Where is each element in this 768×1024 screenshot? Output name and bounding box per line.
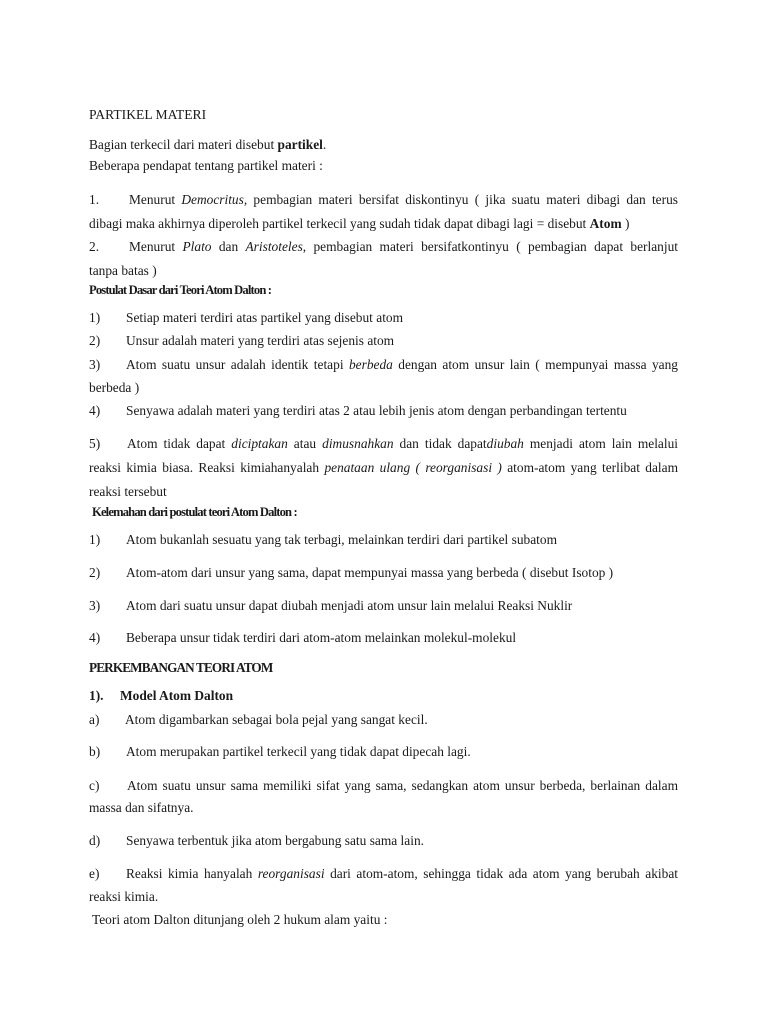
intro-line-2: Beberapa pendapat tentang partikel materi : <box>89 158 323 173</box>
item-text: Atom suatu unsur sama memiliki sifat yang sama, sedangkan atom unsur berbeda, berlainan dalam <box>127 778 678 793</box>
model-item <box>89 862 678 885</box>
item-italic: berbeda <box>348 357 393 372</box>
item-number: 5) <box>89 436 101 451</box>
item-text: reaksi kimia biasa. Reaksi kimiahanyalah <box>89 460 325 475</box>
item-text: dengan atom unsur lain ( mempunyai massa yang <box>392 357 678 372</box>
opinion-number: 2. <box>89 239 100 254</box>
kelemahan-item <box>89 561 613 584</box>
philosopher-name: Democritus <box>181 192 244 207</box>
keyword-atom: Atom <box>589 216 622 231</box>
item-text: dan tidak dapat <box>393 436 487 451</box>
item-italic: diubah <box>486 436 524 451</box>
item-number: 4) <box>89 630 101 645</box>
opinion-1-line-1 <box>89 188 678 211</box>
item-text: Reaksi kimia hanyalah <box>126 866 258 881</box>
postulat-item-cont: berbeda ) <box>89 380 140 395</box>
kelemahan-item <box>89 626 516 649</box>
item-text: menjadi atom lain melalui <box>523 436 679 451</box>
kelemahan-heading: Kelemahan dari postulat teori Atom Dalton : <box>92 505 297 519</box>
opinion-text: , pembagian materi bersifat diskontinyu ( jika suatu materi dibagi dan terus <box>243 192 678 207</box>
item-italic: reorganisasi <box>257 866 325 881</box>
opinion-text: Menurut <box>129 192 182 207</box>
model-item <box>89 708 428 731</box>
opinion-2-line-1 <box>89 235 678 258</box>
item-text: Atom dari suatu unsur dapat diubah menjadi atom unsur lain melalui Reaksi Nuklir <box>126 598 573 613</box>
postulat-item-cont: reaksi tersebut <box>89 484 167 499</box>
item-number: 3) <box>89 357 101 372</box>
item-italic: diciptakan <box>231 436 288 451</box>
item-italic: dimusnahkan <box>322 436 394 451</box>
item-number: c) <box>89 778 100 793</box>
item-number: a) <box>89 712 100 727</box>
model-item <box>89 740 471 763</box>
item-text: Atom bukanlah sesuatu yang tak terbagi, melainkan terdiri dari partikel subatom <box>126 532 557 547</box>
item-text: Unsur adalah materi yang terdiri atas sejenis atom <box>126 333 395 348</box>
postulat-item-cont <box>89 456 678 479</box>
opinion-text: dan <box>211 239 246 254</box>
postulat-item <box>89 306 403 329</box>
item-number: e) <box>89 866 100 881</box>
intro-text: Bagian terkecil dari materi disebut <box>89 137 278 152</box>
item-text: Setiap materi terdiri atas partikel yang disebut atom <box>126 310 404 325</box>
keyword-partikel: partikel <box>277 137 323 152</box>
kelemahan-item <box>89 594 572 617</box>
philosopher-name: Aristoteles <box>245 239 303 254</box>
opinion-text: ) <box>621 216 630 231</box>
opinion-text: , pembagian materi bersifatkontinyu ( pembagian dapat berlanjut <box>302 239 679 254</box>
postulat-item <box>89 353 678 376</box>
item-number: 1) <box>89 310 101 325</box>
perkembangan-heading: PERKEMBANGAN TEORI ATOM <box>89 660 273 675</box>
postulat-item <box>89 432 678 455</box>
postulat-item <box>89 399 627 422</box>
item-text: Senyawa terbentuk jika atom bergabung satu sama lain. <box>126 833 424 848</box>
item-number: 1) <box>89 532 101 547</box>
intro-line-1 <box>89 133 326 156</box>
model-heading <box>89 684 233 707</box>
philosopher-name: Plato <box>182 239 212 254</box>
model-item <box>89 774 678 797</box>
page-title: PARTIKEL MATERI <box>89 107 207 122</box>
item-text: dari atom-atom, sehingga tidak ada atom yang berubah akibat <box>324 866 678 881</box>
model-item-cont: reaksi kimia. <box>89 889 159 904</box>
item-text: atom-atom yang terlibat dalam <box>501 460 679 475</box>
opinion-number: 1. <box>89 192 100 207</box>
item-text: Atom merupakan partikel terkecil yang tidak dapat dipecah lagi. <box>126 744 471 759</box>
opinion-text: dibagi maka akhirnya diperoleh partikel terkecil yang sudah tidak dapat dibagi lagi = disebut <box>89 216 590 231</box>
model-item <box>89 829 424 852</box>
opinion-text: Menurut <box>129 239 183 254</box>
intro-end: . <box>322 137 327 152</box>
kelemahan-item <box>89 528 557 551</box>
item-number: 2) <box>89 333 101 348</box>
item-number: 2) <box>89 565 101 580</box>
item-number: b) <box>89 744 101 759</box>
model-number: 1). <box>89 688 104 703</box>
model-title: Model Atom Dalton <box>120 688 234 703</box>
item-number: 3) <box>89 598 101 613</box>
postulat-item <box>89 329 394 352</box>
footer-line: Teori atom Dalton ditunjang oleh 2 hukum alam yaitu : <box>92 912 388 927</box>
item-text: Atom suatu unsur adalah identik tetapi <box>126 357 349 372</box>
item-text: Atom-atom dari unsur yang sama, dapat mempunyai massa yang berbeda ( disebut Isotop ) <box>126 565 614 580</box>
item-italic: penataan ulang ( reorganisasi ) <box>324 460 502 475</box>
opinion-1-line-2 <box>89 212 629 235</box>
item-text: atau <box>287 436 323 451</box>
item-text: Atom digambarkan sebagai bola pejal yang sangat kecil. <box>125 712 428 727</box>
item-text: Beberapa unsur tidak terdiri dari atom-atom melainkan molekul-molekul <box>126 630 517 645</box>
item-number: d) <box>89 833 101 848</box>
item-text: Senyawa adalah materi yang terdiri atas 2 atau lebih jenis atom dengan perbandingan tertentu <box>126 403 627 418</box>
item-number: 4) <box>89 403 101 418</box>
postulat-heading: Postulat Dasar dari Teori Atom Dalton : <box>89 283 272 297</box>
model-item-cont: massa dan sifatnya. <box>89 800 194 815</box>
item-text: Atom tidak dapat <box>127 436 232 451</box>
opinion-2-line-2: tanpa batas ) <box>89 263 157 278</box>
